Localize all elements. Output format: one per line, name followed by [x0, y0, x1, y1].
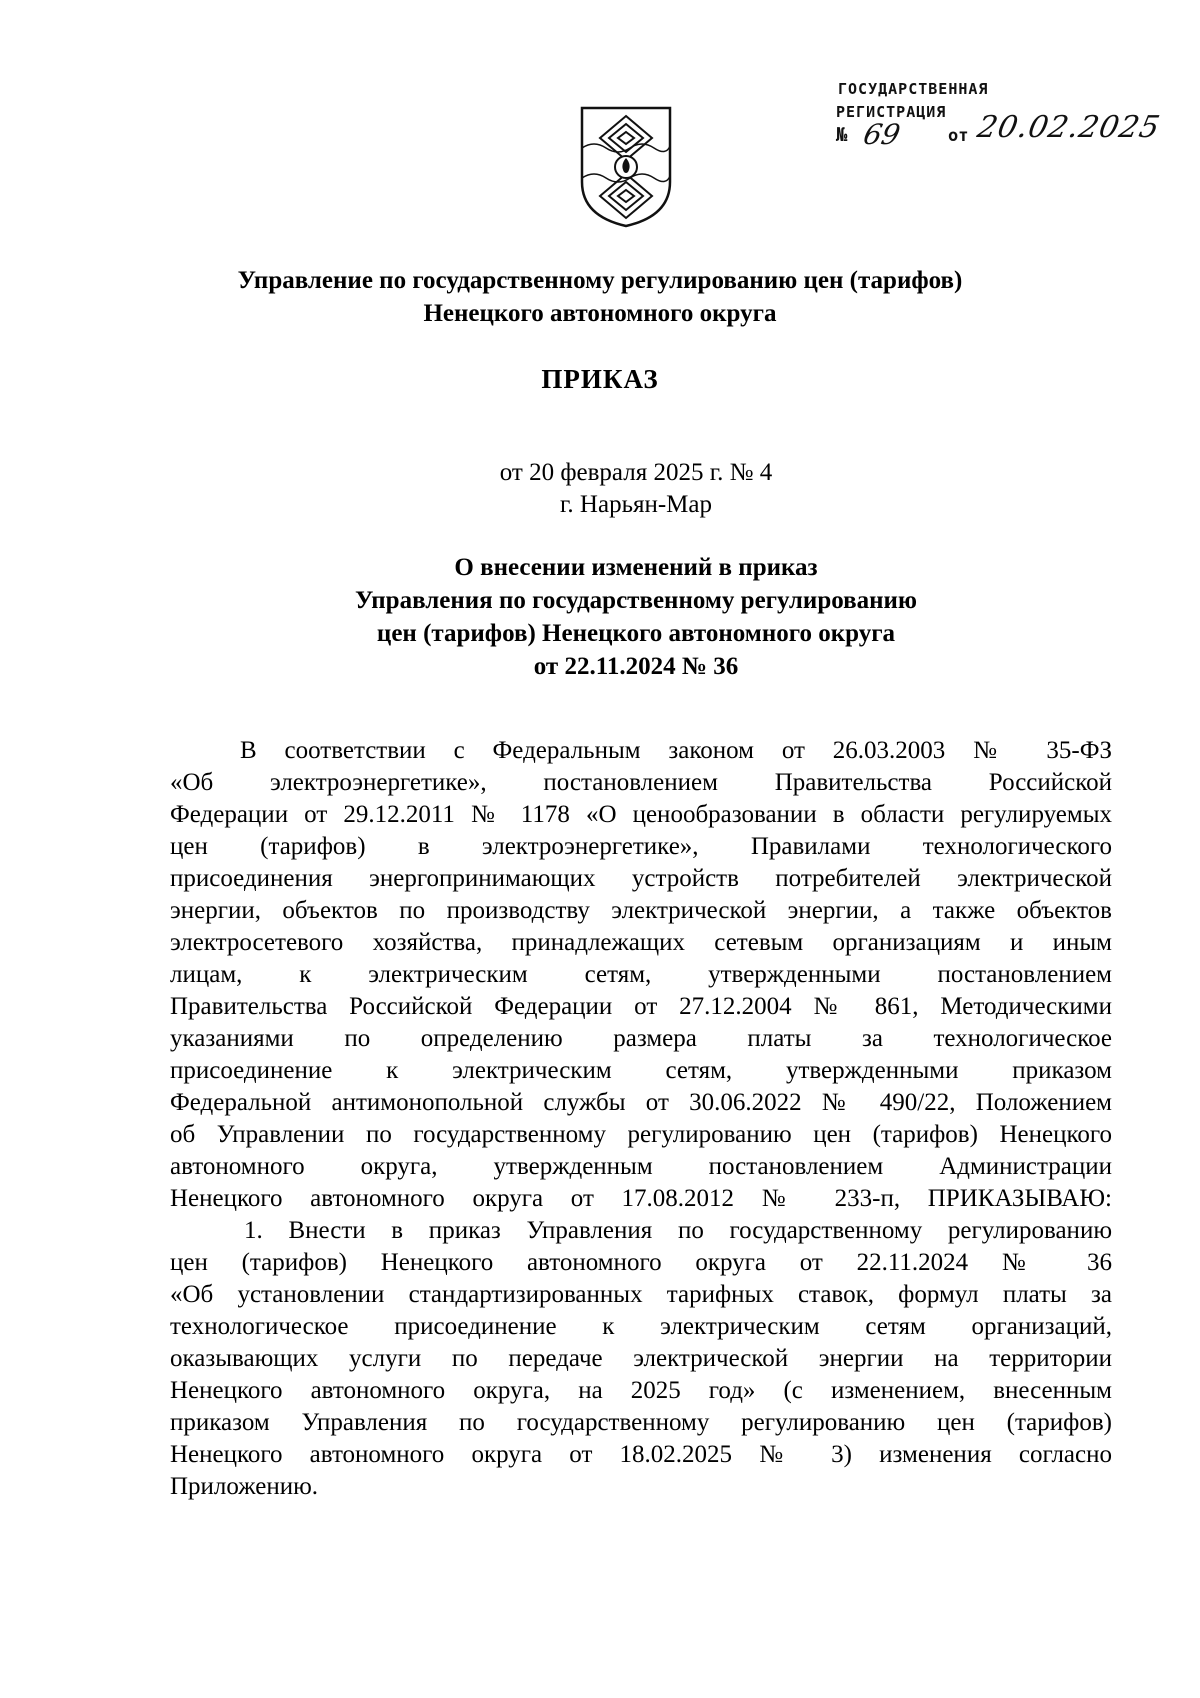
body-line: указаниями по определению размера платы за технологическое — [170, 1025, 1112, 1052]
body-line: Приложению. — [170, 1473, 319, 1500]
body-line: лицам, к электрическим сетям, утвержденными постановлением — [170, 961, 1112, 988]
body-line: электросетевого хозяйства, принадлежащих сетевым организациям и иным — [170, 929, 1112, 956]
subject-line-3: цен (тарифов) Ненецкого автономного округа — [376, 620, 896, 647]
body-line: 1. Внести в приказ Управления по государственному регулированию — [244, 1217, 1112, 1244]
subject-line-1: О внесении изменений в приказ — [454, 554, 818, 581]
city: г. Нарьян-Мар — [559, 491, 712, 518]
registration-stamp — [836, 80, 1164, 170]
stamp-date: 20.02.2025 — [974, 110, 1164, 145]
body-line: об Управлении по государственному регулированию цен (тарифов) Ненецкого — [170, 1121, 1112, 1148]
body-line: цен (тарифов) Ненецкого автономного округа от 22.11.2024 № 36 — [170, 1249, 1112, 1276]
nenets-coat-of-arms-icon — [576, 104, 676, 230]
body-line: Федеральной антимонопольной службы от 30.06.2022 № 490/22, Положением — [170, 1089, 1112, 1116]
body-line: автономного округа, утвержденным постановлением Администрации — [170, 1153, 1112, 1180]
body-line: технологическое присоединение к электрическим сетям организаций, — [170, 1313, 1112, 1340]
preamble-paragraph — [170, 735, 1112, 1215]
org-line-1: Управление по государственному регулированию цен (тарифов) — [237, 267, 963, 294]
subject-line-4: от 22.11.2024 № 36 — [533, 653, 739, 680]
item-1-paragraph — [170, 1215, 1112, 1503]
body-line: Правительства Российской Федерации от 27.12.2004 № 861, Методическими — [170, 993, 1112, 1020]
document-subject — [120, 551, 1152, 683]
body-line: «Об установлении стандартизированных тарифных ставок, формул платы за — [170, 1281, 1112, 1308]
document-meta — [120, 457, 1152, 521]
body-line: Ненецкого автономного округа от 18.02.2025 № 3) изменения согласно — [170, 1441, 1112, 1468]
body-line: В соответствии с Федеральным законом от 26.03.2003 № 35-ФЗ — [240, 737, 1112, 764]
stamp-line-1: ГОСУДАРСТВЕННАЯ — [838, 80, 989, 98]
body-line: Федерации от 29.12.2011 № 1178 «О ценообразовании в области регулируемых — [170, 801, 1112, 828]
document-type: ПРИКАЗ — [541, 364, 659, 394]
stamp-line-2: РЕГИСТРАЦИЯ — [836, 103, 947, 121]
body-line: Ненецкого автономного округа от 17.08.2012 № 233-п, ПРИКАЗЫВАЮ: — [170, 1185, 1112, 1212]
body-line: энергии, объектов по производству электрической энергии, а также объектов — [170, 897, 1112, 924]
body-line: приказом Управления по государственному регулированию цен (тарифов) — [170, 1409, 1112, 1436]
body-line: Ненецкого автономного округа, на 2025 год» (с изменением, внесенным — [170, 1377, 1112, 1404]
stamp-date-prefix: от — [948, 126, 969, 146]
date-number: от 20 февраля 2025 г. № 4 — [499, 459, 773, 486]
body-line: присоединение к электрическим сетям, утвержденными приказом — [170, 1057, 1112, 1084]
organization-name — [120, 264, 1080, 330]
body-line: присоединения энергопринимающих устройств потребителей электрической — [170, 865, 1112, 892]
body-line: цен (тарифов) в электроэнергетике», Правилами технологического — [170, 833, 1112, 860]
org-line-2: Ненецкого автономного округа — [423, 300, 777, 327]
document-body — [170, 735, 1112, 1503]
stamp-number-prefix: № — [836, 124, 848, 146]
body-line: оказывающих услуги по передаче электрической энергии на территории — [170, 1345, 1112, 1372]
stamp-number: 69 — [860, 118, 904, 151]
body-line: «Об электроэнергетике», постановлением Правительства Российской — [170, 769, 1112, 796]
subject-line-2: Управления по государственному регулированию — [354, 587, 918, 614]
